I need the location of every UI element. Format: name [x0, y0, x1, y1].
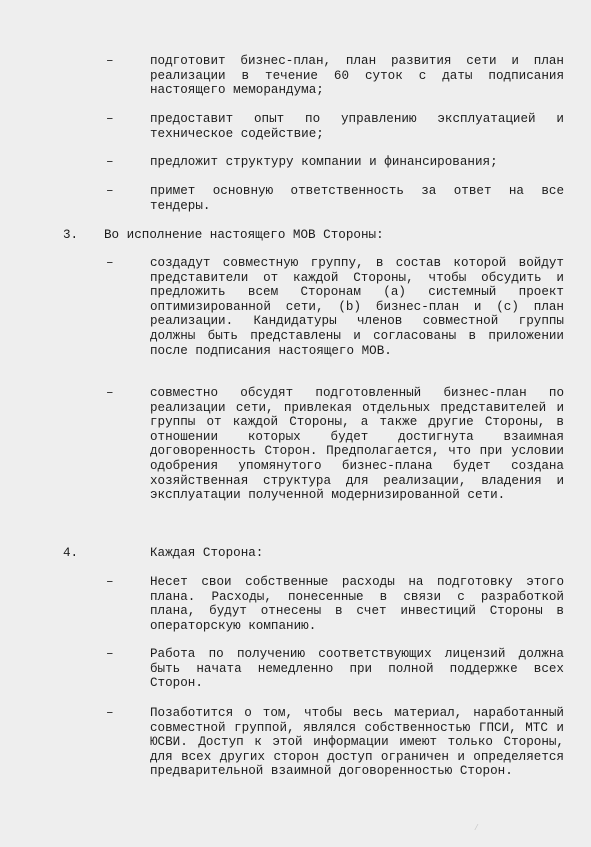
bullet-dash: –: [106, 184, 114, 198]
list-item: примет основную ответственность за ответ на все тендеры.: [150, 184, 564, 213]
bullet-dash: –: [106, 256, 114, 270]
page-mark: /: [474, 824, 479, 833]
section-heading: Во исполнение настоящего МОВ Стороны:: [104, 228, 384, 242]
list-item: совместно обсудят подготовленный бизнес-план по реализации сети, привлекая отдельных представителей и группы от каждой Стороны, а также другие Стороны, в отношении которых будет достигнута взаимная договоренность Сторон. Предполагается, что при условии одобрения упомянутого бизнес-плана будет создана хозяйственная структура для реализации, владения и эксплуатации полученной модернизированной сети.: [150, 386, 564, 503]
section-heading: Каждая Сторона:: [150, 546, 264, 560]
bullet-dash: –: [106, 647, 114, 661]
section-number: 4.: [63, 546, 79, 560]
bullet-dash: –: [106, 112, 114, 126]
bullet-dash: –: [106, 54, 114, 68]
bullet-dash: –: [106, 706, 114, 720]
section-number: 3.: [63, 228, 79, 242]
list-item: предоставит опыт по управлению эксплуатацией и техническое содействие;: [150, 112, 564, 141]
bullet-dash: –: [106, 386, 114, 400]
list-item: предложит структуру компании и финансирования;: [150, 155, 498, 169]
list-item: Работа по получению соответствующих лицензий должна быть начата немедленно при полной поддержке всех Сторон.: [150, 647, 564, 691]
bullet-dash: –: [106, 575, 114, 589]
list-item: Несет свои собственные расходы на подготовку этого плана. Расходы, понесенные в связи с разработкой плана, будут отнесены в счет инвестиций Стороны в операторскую компанию.: [150, 575, 564, 633]
list-item: подготовит бизнес-план, план развития сети и план реализации в течение 60 суток с даты подписания настоящего меморандума;: [150, 54, 564, 98]
bullet-dash: –: [106, 155, 114, 169]
list-item: создадут совместную группу, в состав которой войдут представители от каждой Стороны, чтобы обсудить и предложить всем Сторонам (a) системный проект оптимизированной сети, (b) бизнес-план и (c) план реализации. Кандидатуры членов совместной группы должны быть представлены и согласованы в приложении после подписания настоящего МОВ.: [150, 256, 564, 358]
list-item: Позаботится о том, чтобы весь материал, наработанный совместной группой, являлся собственностью ГПСИ, МТС и ЮСВИ. Доступ к этой информации имеют только Стороны, для всех других сторон доступ ограничен и определяется предварительной взаимной договоренностью Сторон.: [150, 706, 564, 779]
